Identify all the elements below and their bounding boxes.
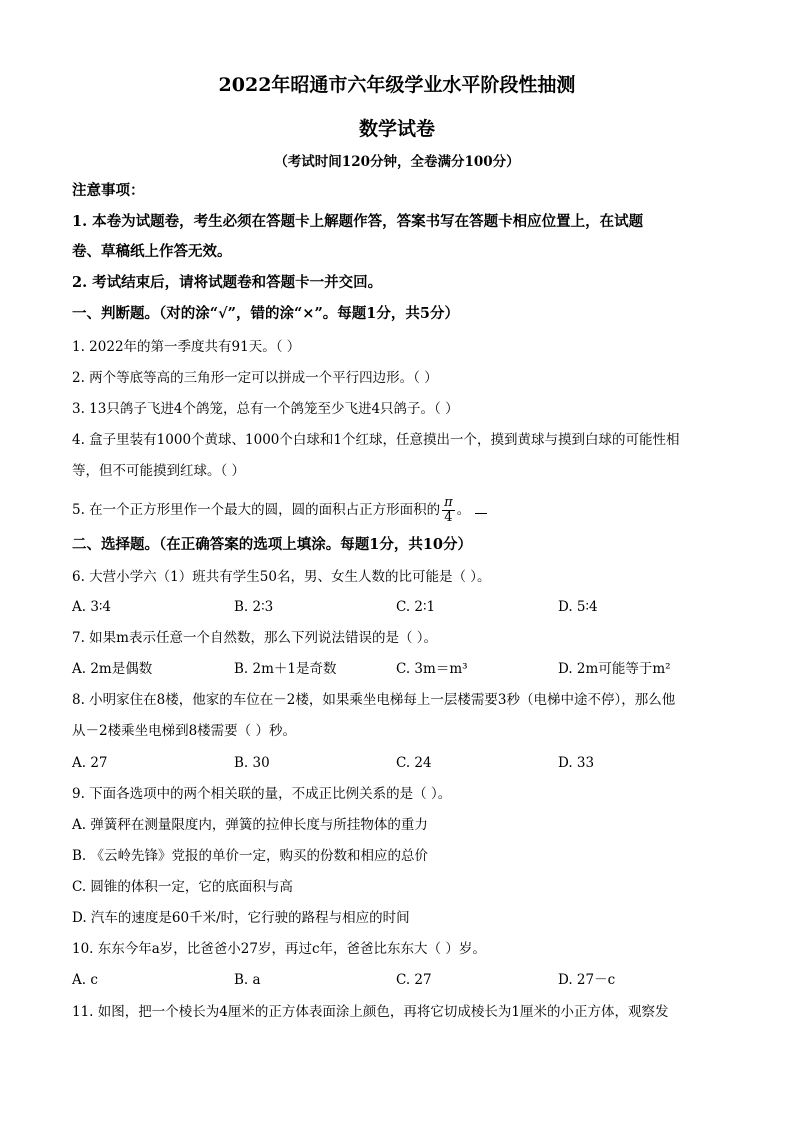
question-2: 2. 两个等底等高的三角形一定可以拼成一个平行四边形。（ ） (72, 370, 438, 386)
note-1-line-1: 1. 本卷为试题卷，考生必须在答题卡上解题作答，答案书写在答题卡相应位置上，在试题 (72, 213, 644, 230)
answer-blank (475, 501, 487, 514)
question-6: 6. 大营小学六（1）班共有学生50名，男、女生人数的比可能是（ ）。 (72, 569, 491, 585)
fraction-denominator: 4 (444, 510, 453, 525)
q9-option-b: B. 《云岭先锋》党报的单价一定，购买的份数和相应的总价 (72, 848, 429, 864)
q10-option-c: C. 27 (396, 972, 432, 988)
question-8-line-2: 从－2楼乘坐电梯到8楼需要（ ）秒。 (72, 723, 296, 739)
q9-option-a: A. 弹簧秤在测量限度内，弹簧的拉伸长度与所挂物体的重力 (72, 817, 428, 833)
note-2: 2. 考试结束后，请将试题卷和答题卡一并交回。 (72, 274, 383, 291)
q8-option-a: A. 27 (72, 755, 108, 771)
q7-option-b: B. 2m＋1是奇数 (234, 661, 337, 677)
question-11: 11. 如图，把一个棱长为4厘米的正方体表面涂上颜色，再将它切成棱长为1厘米的小正方体，观察发 (72, 1004, 669, 1020)
page-subtitle: 数学试卷 (358, 118, 435, 140)
q6-option-a: A. 3∶4 (72, 599, 112, 615)
question-5-text: 5. 在一个正方形里作一个最大的圆，圆的面积占正方形面积的 (72, 502, 441, 518)
exam-info: （考试时间120分钟，全卷满分100分） (274, 154, 520, 170)
q7-option-a: A. 2m是偶数 (72, 661, 153, 677)
question-8-line-1: 8. 小明家住在8楼，他家的车位在－2楼，如果乘坐电梯每上一层楼需要3秒（电梯中途不停），那么他 (72, 692, 676, 708)
question-3: 3. 13只鸽子飞进4个鸽笼，总有一个鸽笼至少飞进4只鸽子。（ ） (72, 401, 459, 417)
question-5-end: 。 (456, 502, 471, 518)
question-1: 1. 2022年的第一季度共有91天。（ ） (72, 339, 301, 355)
notes-heading: 注意事项： (72, 182, 145, 199)
question-9: 9. 下面各选项中的两个相关联的量，不成正比例关系的是（ ）。 (72, 786, 452, 802)
pi-over-4-fraction (442, 496, 455, 525)
q8-option-d: D. 33 (558, 755, 595, 771)
question-4-line-2: 等，但不可能摸到红球。（ ） (72, 463, 246, 479)
note-1-line-2: 卷、草稿纸上作答无效。 (72, 243, 232, 260)
q7-option-d: D. 2m可能等于m² (558, 661, 671, 677)
fraction-numerator: π (444, 495, 453, 510)
page-title: 2022年昭通市六年级学业水平阶段性抽测 (218, 74, 576, 96)
question-10: 10. 东东今年a岁，比爸爸小27岁，再过c年，爸爸比东东大（ ）岁。 (72, 941, 486, 957)
question-7: 7. 如果m表示任意一个自然数，那么下列说法错误的是（ ）。 (72, 630, 438, 646)
q9-option-c: C. 圆锥的体积一定，它的底面积与高 (72, 879, 293, 895)
question-4-line-1: 4. 盒子里装有1000个黄球、1000个白球和1个红球，任意摸出一个，摸到黄球与摸到白球的可能性相 (72, 432, 680, 448)
q6-option-d: D. 5∶4 (558, 599, 598, 615)
section-1-heading: 一、判断题。（对的涂“√”，错的涂“×”。每题1分，共5分） (72, 305, 459, 322)
q8-option-b: B. 30 (234, 755, 270, 771)
q7-option-c: C. 3m＝m³ (396, 661, 468, 677)
q6-option-b: B. 2∶3 (234, 599, 274, 615)
q10-option-d: D. 27－c (558, 972, 616, 988)
q10-option-b: B. a (234, 972, 261, 988)
section-2-heading: 二、选择题。（在正确答案的选项上填涂。每题1分，共10分） (72, 536, 473, 553)
q9-option-d: D. 汽车的速度是60千米/时，它行驶的路程与相应的时间 (72, 910, 410, 926)
q8-option-c: C. 24 (396, 755, 432, 771)
question-5 (72, 496, 487, 525)
q10-option-a: A. c (72, 972, 98, 988)
q6-option-c: C. 2∶1 (396, 599, 436, 615)
